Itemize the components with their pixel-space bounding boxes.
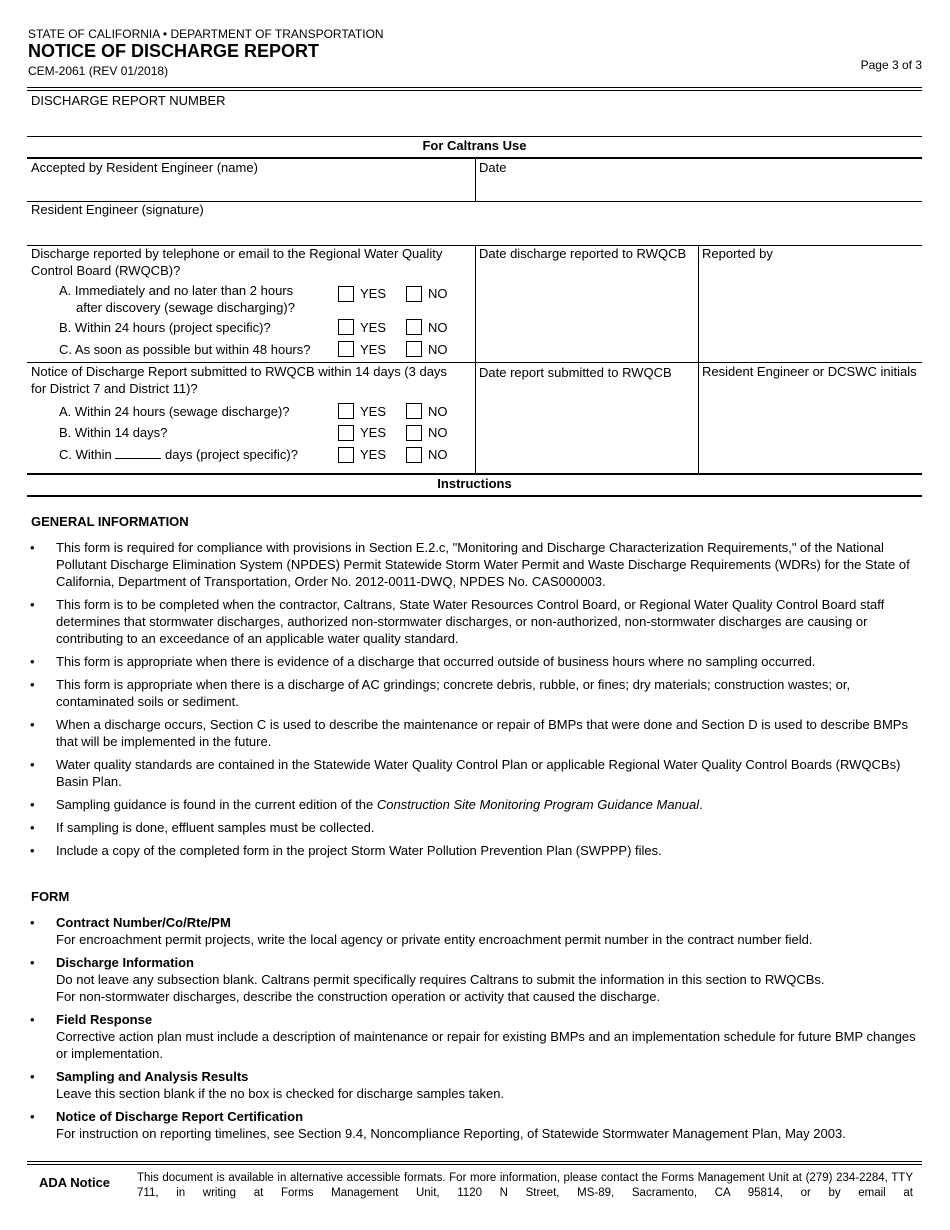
yes-label: YES [360, 320, 387, 335]
no-label: NO [428, 447, 448, 462]
reported-question: Discharge reported by telephone or email to the Regional Water Quality Control Board (RWQCB)? [31, 246, 443, 278]
list-item: • Contract Number/Co/Rte/PM For encroachment permit projects, write the local agency or private entity encroachment permit number in the contract number field. [30, 915, 813, 947]
list-item: • This form is to be completed when the contractor, Caltrans, State Water Resources Control Board, or Regional Water Quality Control Board staff determines that stormwater discharges, authorized non-stormwater discharges, or non-authorized, non-stormwater discharges are causing or contributing to an exceedance of an applicable water quality standard. [30, 597, 885, 646]
no-label: NO [428, 286, 448, 301]
reported-a-yes-checkbox[interactable] [338, 286, 354, 302]
notice-a-yes-checkbox[interactable] [338, 403, 354, 419]
notice-a-no-checkbox[interactable] [406, 403, 422, 419]
notice-question-c [59, 446, 298, 463]
instructions-title: Instructions [437, 476, 512, 491]
question-b: B. Within 24 hours (project specific)? [59, 320, 271, 335]
question-a-line1: A. Immediately and no later than 2 hours [59, 283, 294, 298]
form-title: NOTICE OF DISCHARGE REPORT [28, 41, 320, 61]
manual-title: Construction Site Monitoring Program Guidance Manual [376, 797, 700, 812]
yes-label: YES [360, 425, 387, 440]
divider [27, 87, 922, 88]
yes-label: YES [360, 342, 387, 357]
general-info-list [27, 539, 922, 865]
form-heading: FORM [31, 889, 70, 904]
date-submitted-label: Date report submitted to RWQCB [479, 365, 672, 380]
divider [27, 90, 922, 91]
list-item: • Include a copy of the completed form in the project Storm Water Pollution Prevention Plan (SWPPP) files. [30, 843, 662, 858]
list-item: • Water quality standards are contained in the Statewide Water Quality Control Plan or applicable Regional Water Quality Control Boards (RWQCBs) Basin Plan. [30, 757, 901, 789]
caltrans-use-title: For Caltrans Use [422, 138, 527, 153]
notice-b-yes-checkbox[interactable] [338, 425, 354, 441]
list-item: • Notice of Discharge Report Certification For instruction on reporting timelines, see Section 9.4, Noncompliance Reporting, of Statewide Stormwater Management Plan, May 2003. [30, 1109, 846, 1141]
ada-notice-heading: ADA Notice [39, 1175, 111, 1190]
no-label: NO [428, 320, 448, 335]
list-item: • Field Response Corrective action plan must include a description of maintenance or repair for existing BMPs and an implementation schedule for future BMP changes or implementation. [30, 1012, 916, 1061]
reported-b-no-checkbox[interactable] [406, 319, 422, 335]
reported-b-yes-checkbox[interactable] [338, 319, 354, 335]
list-item: • Sampling and Analysis Results Leave this section blank if the no box is checked for discharge samples taken. [30, 1069, 505, 1101]
notice-c-suffix: days (project specific)? [164, 447, 298, 462]
list-item: • When a discharge occurs, Section C is used to describe the maintenance or repair of BMPs that were done and Section D is used to describe BMPs that will be implemented in the future. [30, 717, 908, 749]
notice-b-no-checkbox[interactable] [406, 425, 422, 441]
days-blank-field[interactable] [115, 446, 161, 459]
date-label: Date [479, 160, 507, 175]
report-number-label: DISCHARGE REPORT NUMBER [31, 93, 226, 108]
notice-c-no-checkbox[interactable] [406, 447, 422, 463]
notice-c-yes-checkbox[interactable] [338, 447, 354, 463]
divider [27, 473, 922, 475]
accepted-by-label: Accepted by Resident Engineer (name) [31, 160, 258, 175]
notice-question-b: B. Within 14 days? [59, 425, 168, 440]
list-item: • This form is required for compliance with provisions in Section E.2.c, "Monitoring and Discharge Characterization Requirements," of the National Pollutant Discharge Elimination System (NPDES) Permit Statewide Storm Water Permit and Waste Discharge Requirements (WDRs) for the State of California, Department of Transportation, Order No. 2012-0011-DWQ, NPDES No. CAS000003. [30, 540, 910, 589]
date-reported-label: Date discharge reported to RWQCB [479, 246, 687, 261]
agency-header: STATE OF CALIFORNIA • DEPARTMENT OF TRANSPORTATION [28, 27, 384, 41]
list-item: • If sampling is done, effluent samples must be collected. [30, 820, 375, 835]
signature-label: Resident Engineer (signature) [31, 202, 204, 217]
divider [475, 245, 476, 474]
initials-label: Resident Engineer or DCSWC initials [702, 364, 917, 379]
no-label: NO [428, 404, 448, 419]
list-item: • This form is appropriate when there is a discharge of AC grindings; concrete debris, rubble, or fines; dry materials; construction wastes; or, contaminated soils or sediment. [30, 677, 851, 709]
question-a-line2: after discovery (sewage discharging)? [76, 300, 295, 315]
divider [27, 495, 922, 497]
question-c: C. As soon as possible but within 48 hours? [59, 342, 311, 357]
no-label: NO [428, 425, 448, 440]
list-item: • Discharge Information Do not leave any subsection blank. Caltrans permit specifically requires Caltrans to submit the information in this section to RWQCBs. For non-stormwater discharges, describe the construction operation or activity that caused the discharge. [30, 955, 825, 1004]
list-item: • Sampling guidance is found in the current edition of the Construction Site Monitoring Program Guidance Manual. [30, 797, 703, 812]
report-number-field[interactable] [30, 110, 910, 132]
notice-question-a: A. Within 24 hours (sewage discharge)? [59, 404, 290, 419]
no-label: NO [428, 342, 448, 357]
divider [698, 245, 699, 474]
yes-label: YES [360, 286, 387, 301]
notice-c-prefix: C. Within [59, 447, 112, 462]
ada-notice-text: This document is available in alternative accessible formats. For more information, please contact the Forms Management Unit at (279) 234-2284, TTY 711, in writing at Forms Management Unit, 1120 N Street, MS-89, Sacramento, CA 95814, or by email at [137, 1172, 913, 1199]
reported-a-no-checkbox[interactable] [406, 286, 422, 302]
reported-c-no-checkbox[interactable] [406, 341, 422, 357]
general-info-heading: GENERAL INFORMATION [31, 514, 189, 529]
date-field[interactable] [480, 178, 915, 198]
list-item: • This form is appropriate when there is evidence of a discharge that occurred outside of business hours where no sampling occurred. [30, 654, 816, 669]
page-number: Page 3 of 3 [860, 58, 922, 72]
reported-c-yes-checkbox[interactable] [338, 341, 354, 357]
accepted-by-field[interactable] [30, 178, 470, 198]
form-list [27, 914, 922, 1148]
yes-label: YES [360, 447, 387, 462]
form-id: CEM-2061 (REV 01/2018) [28, 64, 169, 78]
yes-label: YES [360, 404, 387, 419]
divider [27, 136, 922, 137]
notice-question: Notice of Discharge Report submitted to RWQCB within 14 days (3 days for District 7 and District 11)? [31, 364, 447, 396]
divider [475, 159, 476, 201]
divider [27, 1164, 922, 1165]
reported-by-label: Reported by [702, 246, 773, 261]
signature-field[interactable] [30, 220, 910, 242]
divider [27, 1161, 922, 1162]
